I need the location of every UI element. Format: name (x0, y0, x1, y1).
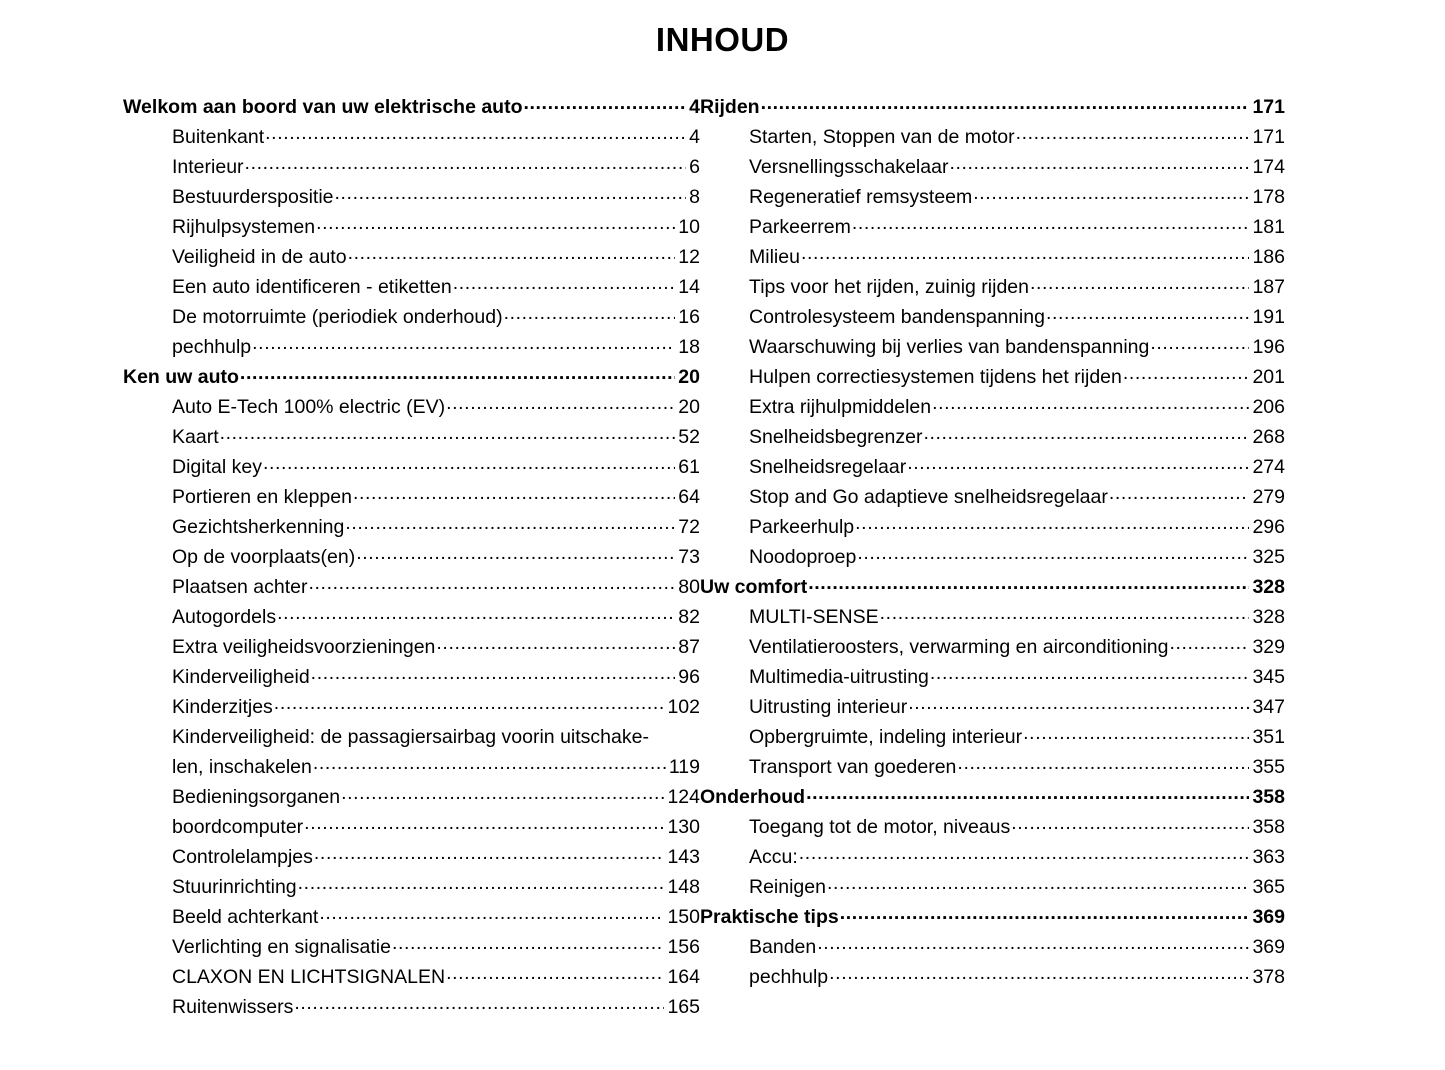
toc-entry-label: Uitrusting interieur (749, 696, 908, 718)
toc-entry-label: Controlesysteem bandenspanning (749, 306, 1045, 328)
toc-entry-label: Opbergruimte, indeling interieur (749, 726, 1023, 748)
toc-entry-label: Tips voor het rijden, zuinig rijden (749, 276, 1029, 298)
toc-entry-page-number: 10 (678, 216, 700, 238)
toc-leader-dots (808, 573, 1249, 593)
toc-leader-dots (436, 633, 675, 653)
toc-leader-dots (1023, 723, 1249, 743)
toc-entry-label: Welkom aan boord van uw elektrische auto (123, 96, 523, 118)
toc-entry-label: Rijden (700, 96, 760, 118)
toc-leader-dots (855, 513, 1249, 533)
toc-entry-page-number: 191 (1252, 306, 1285, 328)
toc-entry-sub[interactable] (123, 992, 700, 1022)
toc-entry-sub[interactable] (700, 962, 1285, 992)
toc-entry-sub[interactable] (700, 842, 1285, 872)
toc-entry-sub[interactable] (700, 212, 1285, 242)
toc-entry-label: Snelheidsregelaar (749, 456, 907, 478)
toc-leader-dots (852, 213, 1250, 233)
toc-entry-page-number: 87 (678, 636, 700, 658)
toc-leader-dots (277, 603, 675, 623)
toc-leader-dots (973, 183, 1249, 203)
toc-leader-dots (827, 873, 1249, 893)
toc-entry-label: Kaart (172, 426, 219, 448)
toc-leader-dots (504, 303, 676, 323)
toc-entry-heading[interactable] (700, 572, 1285, 602)
toc-leader-dots (1011, 813, 1249, 833)
toc-leader-dots (1109, 483, 1250, 503)
toc-entry-page-number: 355 (1252, 756, 1285, 778)
toc-leader-dots (923, 423, 1249, 443)
toc-entry-page-number: 4 (689, 126, 700, 148)
toc-entry-label: Veiligheid in de auto (172, 246, 347, 268)
toc-entry-sub[interactable] (700, 272, 1285, 302)
toc-entry-page-number: 181 (1252, 216, 1285, 238)
toc-entry-label: Beeld achterkant (172, 906, 319, 928)
toc-entry-page-number: 365 (1252, 876, 1285, 898)
toc-entry-sub[interactable] (700, 182, 1285, 212)
toc-entry-page-number: 20 (678, 366, 700, 388)
toc-entry-page-number: 358 (1252, 816, 1285, 838)
toc-entry-sub[interactable] (700, 542, 1285, 572)
toc-leader-dots (829, 963, 1249, 983)
toc-entry-page-number: 378 (1252, 966, 1285, 988)
toc-entry-page-number: 268 (1252, 426, 1285, 448)
toc-entry-label: Stuurinrichting (172, 876, 297, 898)
toc-entry-page-number: 328 (1252, 576, 1285, 598)
toc-entry-sub[interactable] (700, 752, 1285, 782)
toc-leader-dots (265, 123, 686, 143)
toc-leader-dots (1016, 123, 1250, 143)
toc-entry-sub[interactable] (700, 122, 1285, 152)
toc-entry-label: Autogordels (172, 606, 277, 628)
toc-entry-label: Een auto identificeren - etiketten (172, 276, 452, 298)
toc-leader-dots (220, 423, 676, 443)
toc-entry-page-number: 351 (1252, 726, 1285, 748)
toc-leader-dots (1150, 333, 1249, 353)
toc-entry-page-number: 8 (689, 186, 700, 208)
toc-entry-label: Uw comfort (700, 576, 808, 598)
toc-entry-page-number: 82 (678, 606, 700, 628)
toc-entry-page-number: 325 (1252, 546, 1285, 568)
toc-leader-dots (335, 183, 687, 203)
toc-entry-page-number: 369 (1252, 906, 1285, 928)
toc-leader-dots (353, 483, 675, 503)
toc-leader-dots (356, 543, 675, 563)
toc-leader-dots (341, 783, 664, 803)
toc-entry-page-number: 4 (689, 96, 700, 118)
toc-entry-label: MULTI-SENSE (749, 606, 879, 628)
toc-entry-page-number: 6 (689, 156, 700, 178)
toc-leader-dots (274, 693, 665, 713)
toc-entry-label: Auto E-Tech 100% electric (EV) (172, 396, 446, 418)
toc-leader-dots (240, 363, 675, 383)
toc-entry-label: boordcomputer (172, 816, 304, 838)
toc-entry-label: Parkeerhulp (749, 516, 855, 538)
toc-leader-dots (446, 963, 664, 983)
toc-entry-heading[interactable] (700, 92, 1285, 122)
toc-entry-label: Milieu (749, 246, 800, 268)
toc-entry-label: De motorruimte (periodiek onderhoud) (172, 306, 503, 328)
toc-entry-label: Hulpen correctiesystemen tijdens het rijden (749, 366, 1122, 388)
toc-entry-sub[interactable] (700, 512, 1285, 542)
toc-leader-dots (907, 453, 1249, 473)
toc-entry-page-number: 206 (1252, 396, 1285, 418)
toc-leader-dots (1046, 303, 1250, 323)
toc-leader-dots (345, 513, 675, 533)
toc-leader-dots (304, 813, 664, 833)
toc-leader-dots (252, 333, 675, 353)
toc-entry-page-number: 96 (678, 666, 700, 688)
toc-entry-heading[interactable] (700, 782, 1285, 812)
toc-entry-page-number: 12 (678, 246, 700, 268)
toc-leader-dots (1123, 363, 1250, 383)
toc-entry-heading[interactable] (700, 902, 1285, 932)
toc-entry-sub[interactable] (700, 722, 1285, 752)
toc-entry-page-number: 347 (1252, 696, 1285, 718)
toc-entry-page-number: 345 (1252, 666, 1285, 688)
toc-entry-label: Kinderveiligheid (172, 666, 310, 688)
toc-entry-label: Praktische tips (700, 906, 839, 928)
toc-column-right-entries (700, 92, 1285, 992)
toc-entry-label: Verlichting en signalisatie (172, 936, 391, 958)
toc-entry-label: Parkeerrem (749, 216, 851, 238)
toc-entry-page-number: 124 (667, 786, 700, 808)
toc-leader-dots (908, 693, 1249, 713)
toc-leader-dots (932, 393, 1249, 413)
toc-entry-label: Ken uw auto (123, 366, 239, 388)
toc-entry-label: CLAXON EN LICHTSIGNALEN (172, 966, 446, 988)
toc-leader-dots (316, 213, 675, 233)
toc-entry-page-number: 156 (667, 936, 700, 958)
toc-entry-label: Bedieningsorganen (172, 786, 341, 808)
toc-leader-dots (817, 933, 1249, 953)
toc-entry-page-number: 196 (1252, 336, 1285, 358)
toc-entry-page-number: 150 (667, 906, 700, 928)
toc-entry-label: Versnellingsschakelaar (749, 156, 949, 178)
toc-leader-dots (314, 843, 665, 863)
toc-entry-page-number: 14 (678, 276, 700, 298)
toc-entry-page-number: 73 (678, 546, 700, 568)
toc-entry-page-number: 296 (1252, 516, 1285, 538)
toc-entry-page-number: 358 (1252, 786, 1285, 808)
toc-entry-label: Reinigen (749, 876, 826, 898)
toc-entry-label: Controlelampjes (172, 846, 313, 868)
toc-entry-label: Onderhoud (700, 786, 806, 808)
toc-leader-dots (392, 933, 664, 953)
toc-leader-dots (298, 873, 665, 893)
toc-entry-sub[interactable] (700, 602, 1285, 632)
toc-entry-page-number: 187 (1252, 276, 1285, 298)
toc-entry-label: Snelheidsbegrenzer (749, 426, 923, 448)
toc-entry-page-number: 186 (1252, 246, 1285, 268)
toc-entry-label: Digital key (172, 456, 262, 478)
toc-entry-label: Starten, Stoppen van de motor (749, 126, 1015, 148)
toc-leader-dots (1030, 273, 1249, 293)
toc-entry-label: Plaatsen achter (172, 576, 308, 598)
toc-leader-dots (311, 663, 676, 683)
toc-entry-sub[interactable] (700, 422, 1285, 452)
toc-entry-sub[interactable] (700, 302, 1285, 332)
toc-entry-label: Op de voorplaats(en) (172, 546, 356, 568)
toc-entry-page-number: 72 (678, 516, 700, 538)
toc-entry-label: Banden (749, 936, 817, 958)
toc-leader-dots (524, 93, 687, 113)
toc-entry-page-number: 148 (667, 876, 700, 898)
toc-entry-label: Multimedia-uitrusting (749, 666, 929, 688)
toc-entry-sub[interactable] (700, 662, 1285, 692)
toc-entry-page-number: 102 (667, 696, 700, 718)
toc-entry-page-number: 328 (1252, 606, 1285, 628)
toc-entry-page-number: 329 (1252, 636, 1285, 658)
toc-entry-label: Portieren en kleppen (172, 486, 352, 508)
toc-leader-dots (880, 603, 1250, 623)
toc-entry-label: Stop and Go adaptieve snelheidsregelaar (749, 486, 1108, 508)
toc-leader-dots (801, 243, 1250, 263)
toc-entry-label-line1: Kinderveiligheid: de passagiersairbag voorin uitschake- (172, 726, 649, 748)
toc-leader-dots (1169, 633, 1249, 653)
toc-entry-page-number: 119 (668, 756, 700, 778)
toc-entry-label: Accu: (749, 846, 798, 868)
toc-leader-dots (245, 153, 687, 173)
toc-entry-page-number: 178 (1252, 186, 1285, 208)
toc-columns (0, 92, 1445, 1022)
toc-entry-sub[interactable] (700, 332, 1285, 362)
toc-entry-page-number: 18 (678, 336, 700, 358)
toc-entry-page-number: 52 (678, 426, 700, 448)
toc-entry-label: Interieur (172, 156, 244, 178)
toc-entry-page-number: 16 (678, 306, 700, 328)
toc-entry-sub[interactable] (700, 692, 1285, 722)
toc-leader-dots (313, 753, 666, 773)
toc-entry-page-number: 61 (678, 456, 700, 478)
page-title: INHOUD (655, 21, 790, 58)
toc-leader-dots (319, 903, 664, 923)
toc-entry-label: Rijhulpsystemen (172, 216, 316, 238)
toc-entry-sub[interactable] (700, 482, 1285, 512)
toc-entry-page-number: 274 (1252, 456, 1285, 478)
toc-entry-page-number: 80 (678, 576, 700, 598)
toc-entry-sub[interactable] (700, 362, 1285, 392)
toc-entry-page-number: 171 (1252, 126, 1285, 148)
toc-entry-page-number: 20 (678, 396, 700, 418)
toc-entry-page-number: 164 (667, 966, 700, 988)
toc-leader-dots (799, 843, 1250, 863)
toc-leader-dots (309, 573, 676, 593)
toc-entry-label: pechhulp (172, 336, 252, 358)
toc-entry-page-number: 174 (1252, 156, 1285, 178)
toc-leader-dots (294, 993, 664, 1013)
toc-entry-page-number: 143 (667, 846, 700, 868)
toc-entry-sub[interactable] (700, 452, 1285, 482)
toc-leader-dots (930, 663, 1250, 683)
toc-entry-label: Gezichtsherkenning (172, 516, 345, 538)
toc-leader-dots (806, 783, 1249, 803)
toc-entry-page-number: 279 (1252, 486, 1285, 508)
toc-entry-page-number: 130 (667, 816, 700, 838)
toc-entry-page-number: 363 (1252, 846, 1285, 868)
toc-entry-page-number: 201 (1252, 366, 1285, 388)
toc-entry-label: pechhulp (749, 966, 829, 988)
toc-entry-label-line2: len, inschakelen (172, 756, 312, 778)
toc-leader-dots (348, 243, 676, 263)
toc-leader-dots (949, 153, 1249, 173)
toc-entry-label: Ruitenwissers (172, 996, 294, 1018)
toc-entry-label: Regeneratief remsysteem (749, 186, 973, 208)
toc-entry-label: Buitenkant (172, 126, 265, 148)
toc-entry-label: Toegang tot de motor, niveaus (749, 816, 1011, 838)
toc-entry-label: Extra rijhulpmiddelen (749, 396, 932, 418)
toc-entry-label: Kinderzitjes (172, 696, 273, 718)
toc-entry-page-number: 171 (1252, 96, 1285, 118)
toc-entry-label: Extra veiligheidsvoorzieningen (172, 636, 436, 658)
toc-entry-sub[interactable] (700, 932, 1285, 962)
toc-entry-sub[interactable] (700, 392, 1285, 422)
toc-entry-sub[interactable] (700, 632, 1285, 662)
toc-leader-dots (446, 393, 675, 413)
toc-entry-page-number: 165 (667, 996, 700, 1018)
toc-leader-dots (957, 753, 1249, 773)
toc-entry-label: Transport van goederen (749, 756, 957, 778)
toc-entry-sub[interactable] (700, 152, 1285, 182)
toc-entry-sub[interactable] (700, 812, 1285, 842)
toc-entry-page-number: 369 (1252, 936, 1285, 958)
toc-entry-label: Ventilatieroosters, verwarming en airconditioning (749, 636, 1169, 658)
toc-leader-dots (263, 453, 675, 473)
toc-leader-dots (857, 543, 1249, 563)
toc-entry-sub[interactable] (700, 242, 1285, 272)
toc-entry-label: Noodoproep (749, 546, 857, 568)
toc-entry-label: Waarschuwing bij verlies van bandenspanning (749, 336, 1150, 358)
toc-leader-dots (761, 93, 1250, 113)
toc-entry-page-number: 64 (678, 486, 700, 508)
toc-entry-label: Bestuurderspositie (172, 186, 334, 208)
toc-leader-dots (453, 273, 676, 293)
toc-leader-dots (840, 903, 1250, 923)
toc-entry-sub[interactable] (700, 872, 1285, 902)
